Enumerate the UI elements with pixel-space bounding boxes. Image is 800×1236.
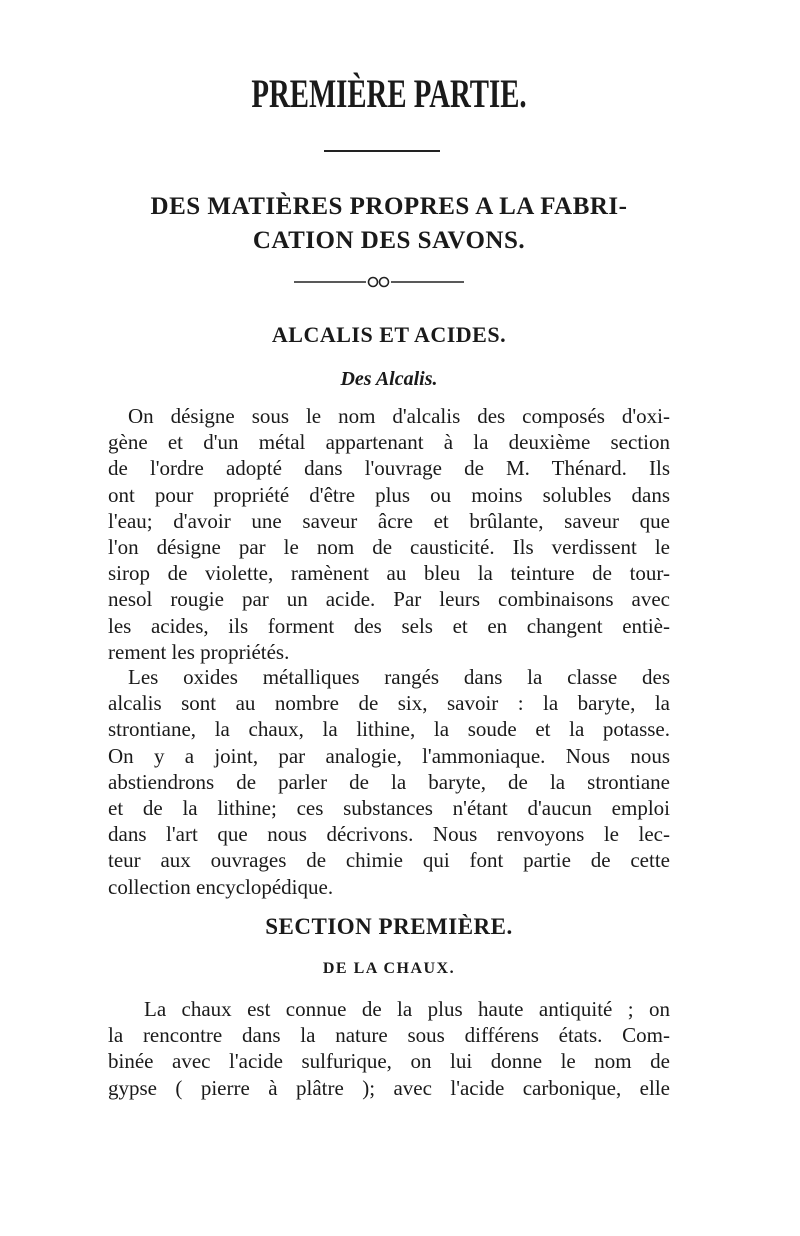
text-line: ont pour propriété d'être plus ou moins solubles dans (108, 482, 670, 507)
paragraph-2 (108, 664, 670, 900)
text-line: binée avec l'acide sulfurique, on lui donne le nom de (108, 1049, 670, 1074)
text-line: abstiendrons de parler de la baryte, de la strontiane (108, 769, 670, 794)
subsubheading-des-alcalis: Des Alcalis. (340, 368, 438, 390)
chapter-heading-line-1: DES MATIÈRES PROPRES A LA FABRI- (150, 193, 628, 220)
text-line: sirop de violette, ramènent au bleu la teinture de tour- (108, 561, 670, 586)
text-line: dans l'art que nous décrivons. Nous renvoyons le lec- (108, 822, 670, 847)
section-heading: SECTION PREMIÈRE. (265, 914, 513, 939)
subheading-alcalis-acides: ALCALIS ET ACIDES. (271, 322, 507, 347)
section-subheading: DE LA CHAUX. (322, 960, 456, 977)
ornament-divider (294, 272, 464, 292)
text-line: On désigne sous le nom d'alcalis des composés d'oxi- (128, 404, 670, 428)
text-line: teur aux ouvrages de chimie qui font partie de cette (108, 848, 670, 873)
text-line: de l'ordre adopté dans l'ouvrage de M. Thénard. Ils (108, 456, 670, 481)
text-line: Les oxides métalliques rangés dans la classe des (128, 665, 670, 689)
text-line: nesol rougie par un acide. Par leurs combinaisons avec (108, 587, 670, 612)
chapter-heading-line-2: CATION DES SAVONS. (252, 227, 526, 254)
text-line: et de la lithine; ces substances n'étant d'aucun emploi (108, 796, 670, 821)
text-line: les acides, ils forment des sels et en changent entiè- (108, 613, 670, 638)
text-line: alcalis sont au nombre de six, savoir : la baryte, la (108, 691, 670, 716)
chapter-heading (108, 190, 670, 258)
part-title: PREMIÈRE PARTIE. (251, 71, 527, 116)
text-line: On y a joint, par analogie, l'ammoniaque. Nous nous (108, 743, 670, 768)
text-line: gypse ( pierre à plâtre ); avec l'acide carbonique, elle (108, 1075, 670, 1100)
text-line: l'eau; d'avoir une saveur âcre et brûlante, saveur que (108, 508, 670, 533)
text-line: rement les propriétés. (108, 639, 290, 664)
text-line: gène et d'un métal appartenant à la deuxième section (108, 430, 670, 455)
paragraph-3 (108, 996, 670, 1101)
text-line: collection encyclopédique. (108, 874, 334, 899)
title-rule (324, 150, 440, 152)
text-line: la rencontre dans la nature sous différens états. Com- (108, 1023, 670, 1048)
text-line: strontiane, la chaux, la lithine, la soude et la potasse. (108, 717, 670, 742)
book-page (108, 0, 670, 1236)
text-line: l'on désigne par le nom de causticité. Ils verdissent le (108, 535, 670, 560)
paragraph-1 (108, 403, 670, 665)
text-line: La chaux est connue de la plus haute antiquité ; on (144, 997, 670, 1021)
